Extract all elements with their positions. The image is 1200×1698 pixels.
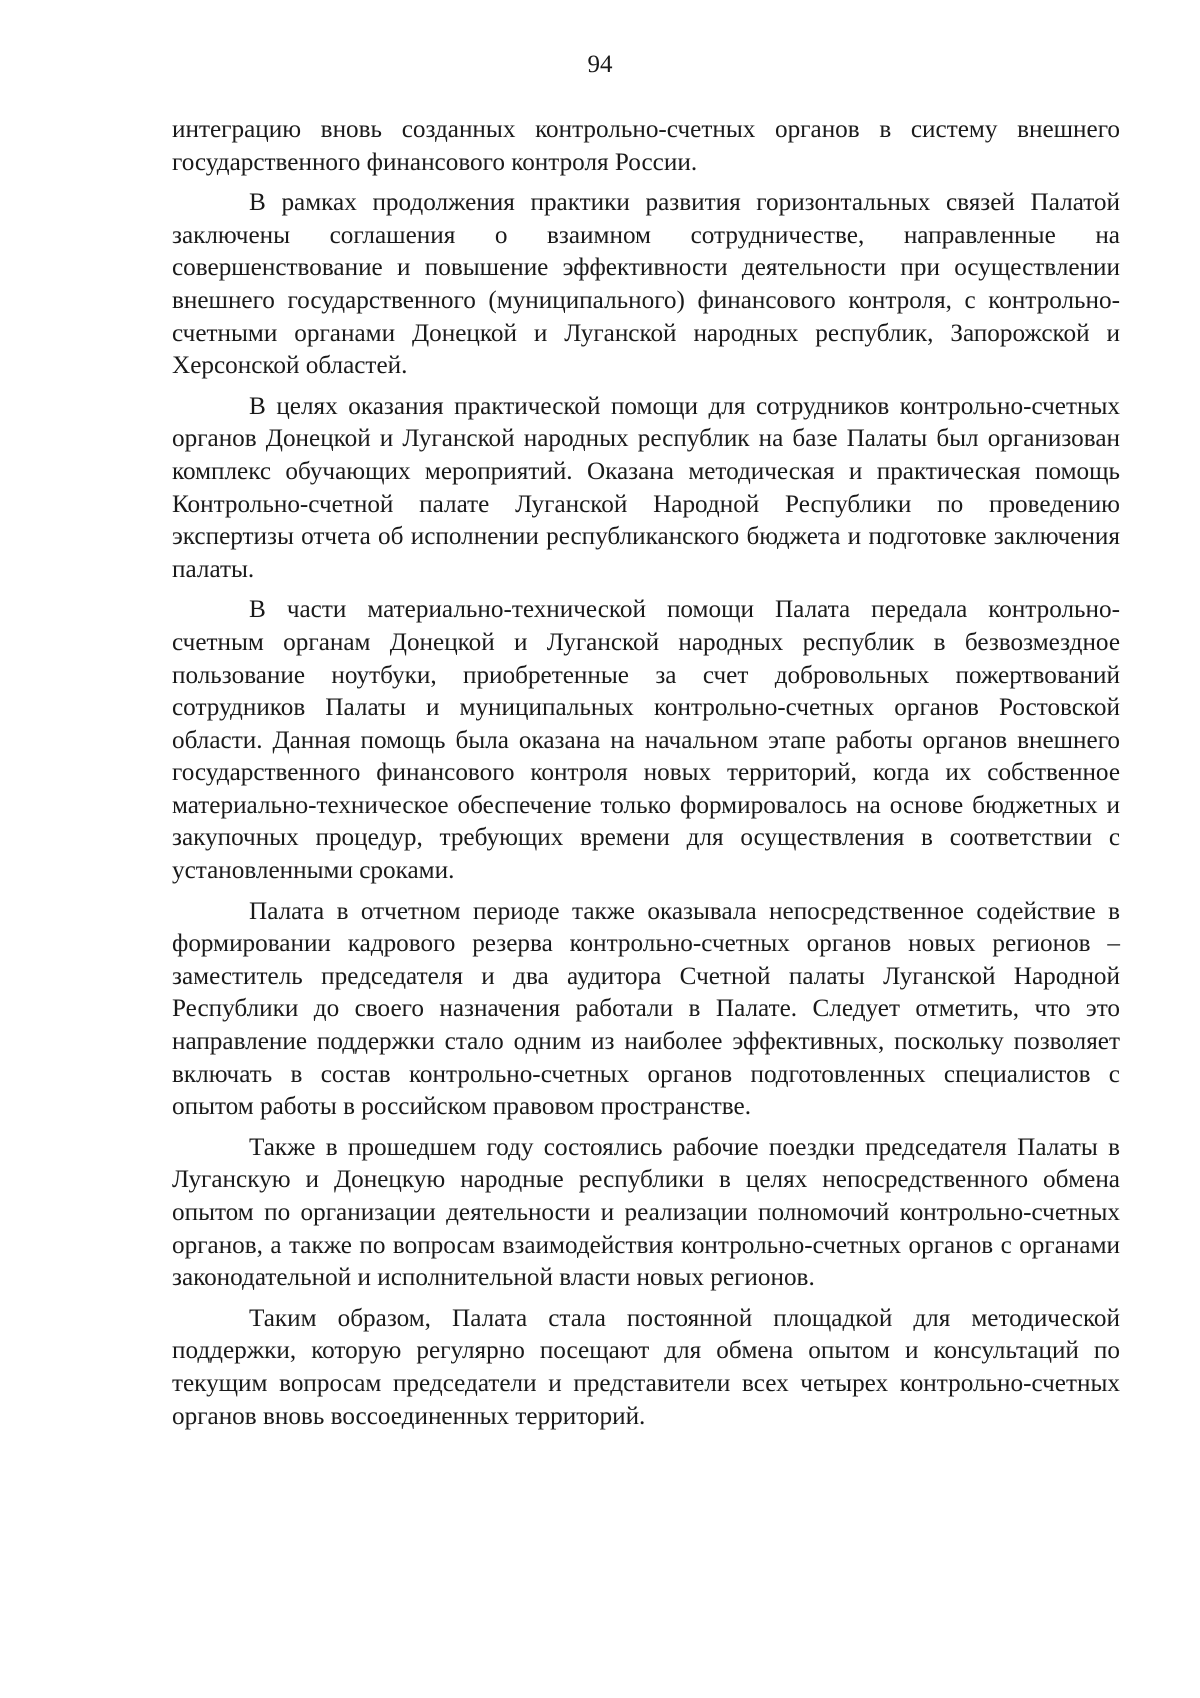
paragraph-continuation: интеграцию вновь созданных контрольно-счетных органов в систему внешнего государственного финансового контроля России. [172, 116, 1120, 176]
paragraph-horizontal-ties: В рамках продолжения практики развития горизонтальных связей Палатой заключены соглашения о взаимном сотрудничестве, направленные на совершенствование и повышение эффективности деятельности при осуществлении внешнего государственного (муниципального) финансового контроля, с контрольно-счетными органами Донецкой и Луганской народных республик, Запорожской и Херсонской областей. [172, 189, 1120, 380]
page-number: 94 [587, 51, 613, 78]
paragraph-personnel-reserve: Палата в отчетном периоде также оказывала непосредственное содействие в формировании кадрового резерва контрольно-счетных органов новых регионов – заместитель председателя и два аудитора Счетной палаты Луганской Народной Республики до своего назначения работали в Палате. Следует отметить, что это направление поддержки стало одним из наиболее эффективных, поскольку позволяет включать в состав контрольно-счетных органов подготовленных специалистов с опытом работы в российском правовом пространстве. [172, 897, 1120, 1121]
paragraph-practical-help: В целях оказания практической помощи для сотрудников контрольно-счетных органов Донецкой и Луганской народных республик на базе Палаты был организован комплекс обучающих мероприятий. Оказана методическая и практическая помощь Контрольно-счетной палате Луганской Народной Республики по проведению экспертизы отчета об исполнении республиканского бюджета и подготовке заключения палаты. [172, 392, 1120, 583]
document-body [172, 114, 1120, 1441]
paragraph-working-trips: Также в прошедшем году состоялись рабочие поездки председателя Палаты в Луганскую и Донецкую народные республики в целях непосредственного обмена опытом по организации деятельности и реализации полномочий контрольно-счетных органов, а также по вопросам взаимодействия контрольно-счетных органов с органами законодательной и исполнительной власти новых регионов. [172, 1133, 1120, 1292]
paragraph-material-help: В части материально-технической помощи Палата передала контрольно-счетным органам Донецкой и Луганской народных республик в безвозмездное пользование ноутбуки, приобретенные за счет добровольных пожертвований сотрудников Палаты и муниципальных контрольно-счетных органов Ростовской области. Данная помощь была оказана на начальном этапе работы органов внешнего государственного финансового контроля новых территорий, когда их собственное материально-техническое обеспечение только формировалось на основе бюджетных и закупочных процедур, требующих времени для осуществления в соответствии с установленными сроками. [172, 596, 1120, 885]
paragraph-conclusion: Таким образом, Палата стала постоянной площадкой для методической поддержки, которую регулярно посещают для обмена опытом и консультаций по текущим вопросам председатели и представители всех четырех контрольно-счетных органов вновь воссоединенных территорий. [172, 1304, 1120, 1430]
